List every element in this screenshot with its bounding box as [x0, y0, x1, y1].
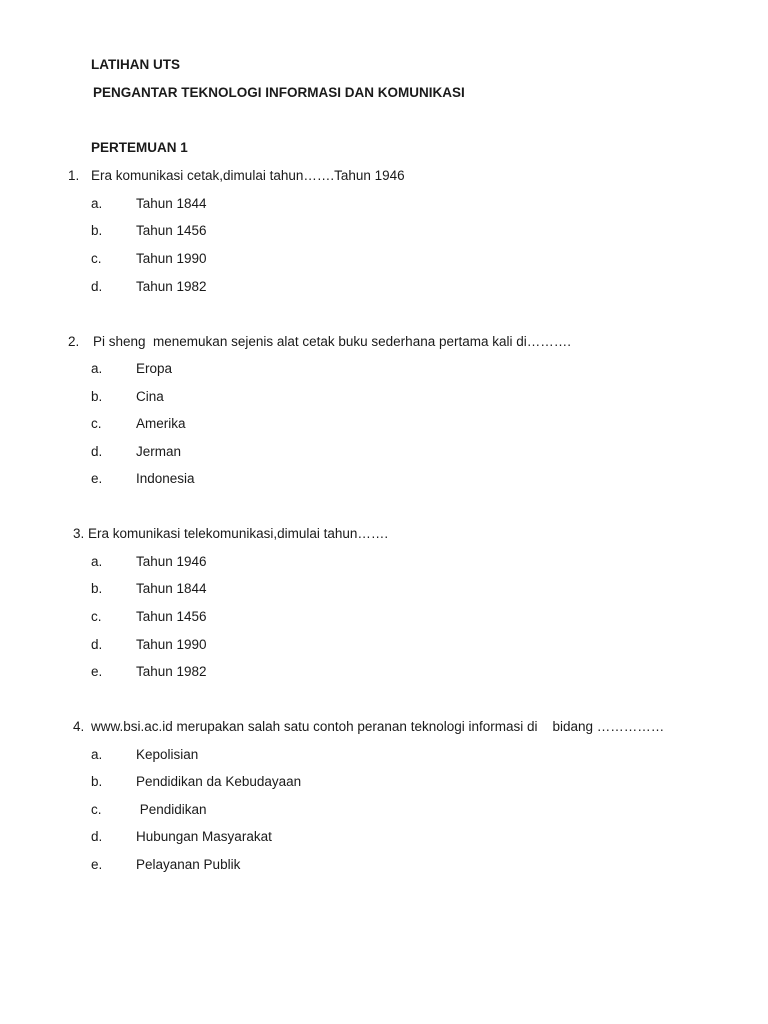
option-2b: [0, 389, 768, 409]
option-text: Tahun 1456: [136, 609, 207, 624]
option-letter: b.: [91, 581, 103, 596]
question-number: 4.: [73, 719, 85, 734]
question-3: [0, 526, 768, 554]
option-letter: b.: [91, 389, 103, 404]
option-letter: c.: [91, 251, 102, 266]
option-letter: d.: [91, 279, 103, 294]
option-letter: a.: [91, 747, 103, 762]
question-text: Era komunikasi cetak,dimulai tahun…….Tahun 1946: [91, 168, 405, 183]
option-letter: e.: [91, 664, 103, 679]
option-4a: [0, 747, 768, 767]
option-letter: a.: [91, 554, 103, 569]
option-4c: [0, 802, 768, 822]
option-3a: [0, 554, 768, 574]
option-1c: [0, 251, 768, 271]
section-heading: PERTEMUAN 1: [91, 140, 188, 155]
option-text: Cina: [136, 389, 164, 404]
option-1b: [0, 223, 768, 243]
option-letter: d.: [91, 637, 103, 652]
option-text: Tahun 1982: [136, 279, 207, 294]
option-1d: [0, 279, 768, 299]
option-letter: e.: [91, 471, 103, 486]
option-4d: [0, 829, 768, 849]
option-2d: [0, 444, 768, 464]
option-letter: b.: [91, 774, 103, 789]
option-text: Tahun 1946: [136, 554, 207, 569]
option-text: Jerman: [136, 444, 182, 459]
option-text: Tahun 1982: [136, 664, 207, 679]
option-text: Tahun 1456: [136, 223, 207, 238]
question-number: 2.: [68, 334, 80, 349]
option-4e: [0, 857, 768, 877]
question-text: Pi sheng menemukan sejenis alat cetak buku sederhana pertama kali di……….: [93, 334, 572, 349]
question-4: [0, 719, 768, 747]
question-number: 1.: [68, 168, 80, 183]
option-text: Tahun 1844: [136, 581, 207, 596]
option-2e: [0, 471, 768, 491]
option-text: Kepolisian: [136, 747, 199, 762]
option-2a: [0, 361, 768, 381]
option-text: Tahun 1990: [136, 637, 207, 652]
option-3e: [0, 664, 768, 684]
option-letter: a.: [91, 196, 103, 211]
document-title: LATIHAN UTS: [91, 57, 180, 72]
option-text: Pendidikan da Kebudayaan: [136, 774, 302, 789]
option-letter: c.: [91, 416, 102, 431]
question-text: Era komunikasi telekomunikasi,dimulai tahun…….: [88, 526, 389, 541]
option-3d: [0, 637, 768, 657]
option-text: Hubungan Masyarakat: [136, 829, 272, 844]
option-2c: [0, 416, 768, 436]
option-4b: [0, 774, 768, 794]
option-letter: e.: [91, 857, 103, 872]
option-text: Amerika: [136, 416, 186, 431]
question-text: www.bsi.ac.id merupakan salah satu contoh peranan teknologi informasi di bidang ……………: [91, 719, 665, 734]
question-2: [0, 334, 768, 362]
option-text: Tahun 1990: [136, 251, 207, 266]
option-1a: [0, 196, 768, 216]
option-letter: d.: [91, 829, 103, 844]
option-text: Pelayanan Publik: [136, 857, 241, 872]
option-text: Indonesia: [136, 471, 195, 486]
document-subtitle: PENGANTAR TEKNOLOGI INFORMASI DAN KOMUNIKASI: [93, 85, 465, 100]
option-3c: [0, 609, 768, 629]
option-letter: a.: [91, 361, 103, 376]
question-number: 3.: [73, 526, 85, 541]
question-1: [0, 168, 768, 196]
option-text: Tahun 1844: [136, 196, 207, 211]
option-letter: c.: [91, 802, 102, 817]
option-text: Eropa: [136, 361, 173, 376]
option-letter: b.: [91, 223, 103, 238]
option-text: Pendidikan: [136, 802, 207, 817]
option-letter: c.: [91, 609, 102, 624]
option-letter: d.: [91, 444, 103, 459]
option-3b: [0, 581, 768, 601]
